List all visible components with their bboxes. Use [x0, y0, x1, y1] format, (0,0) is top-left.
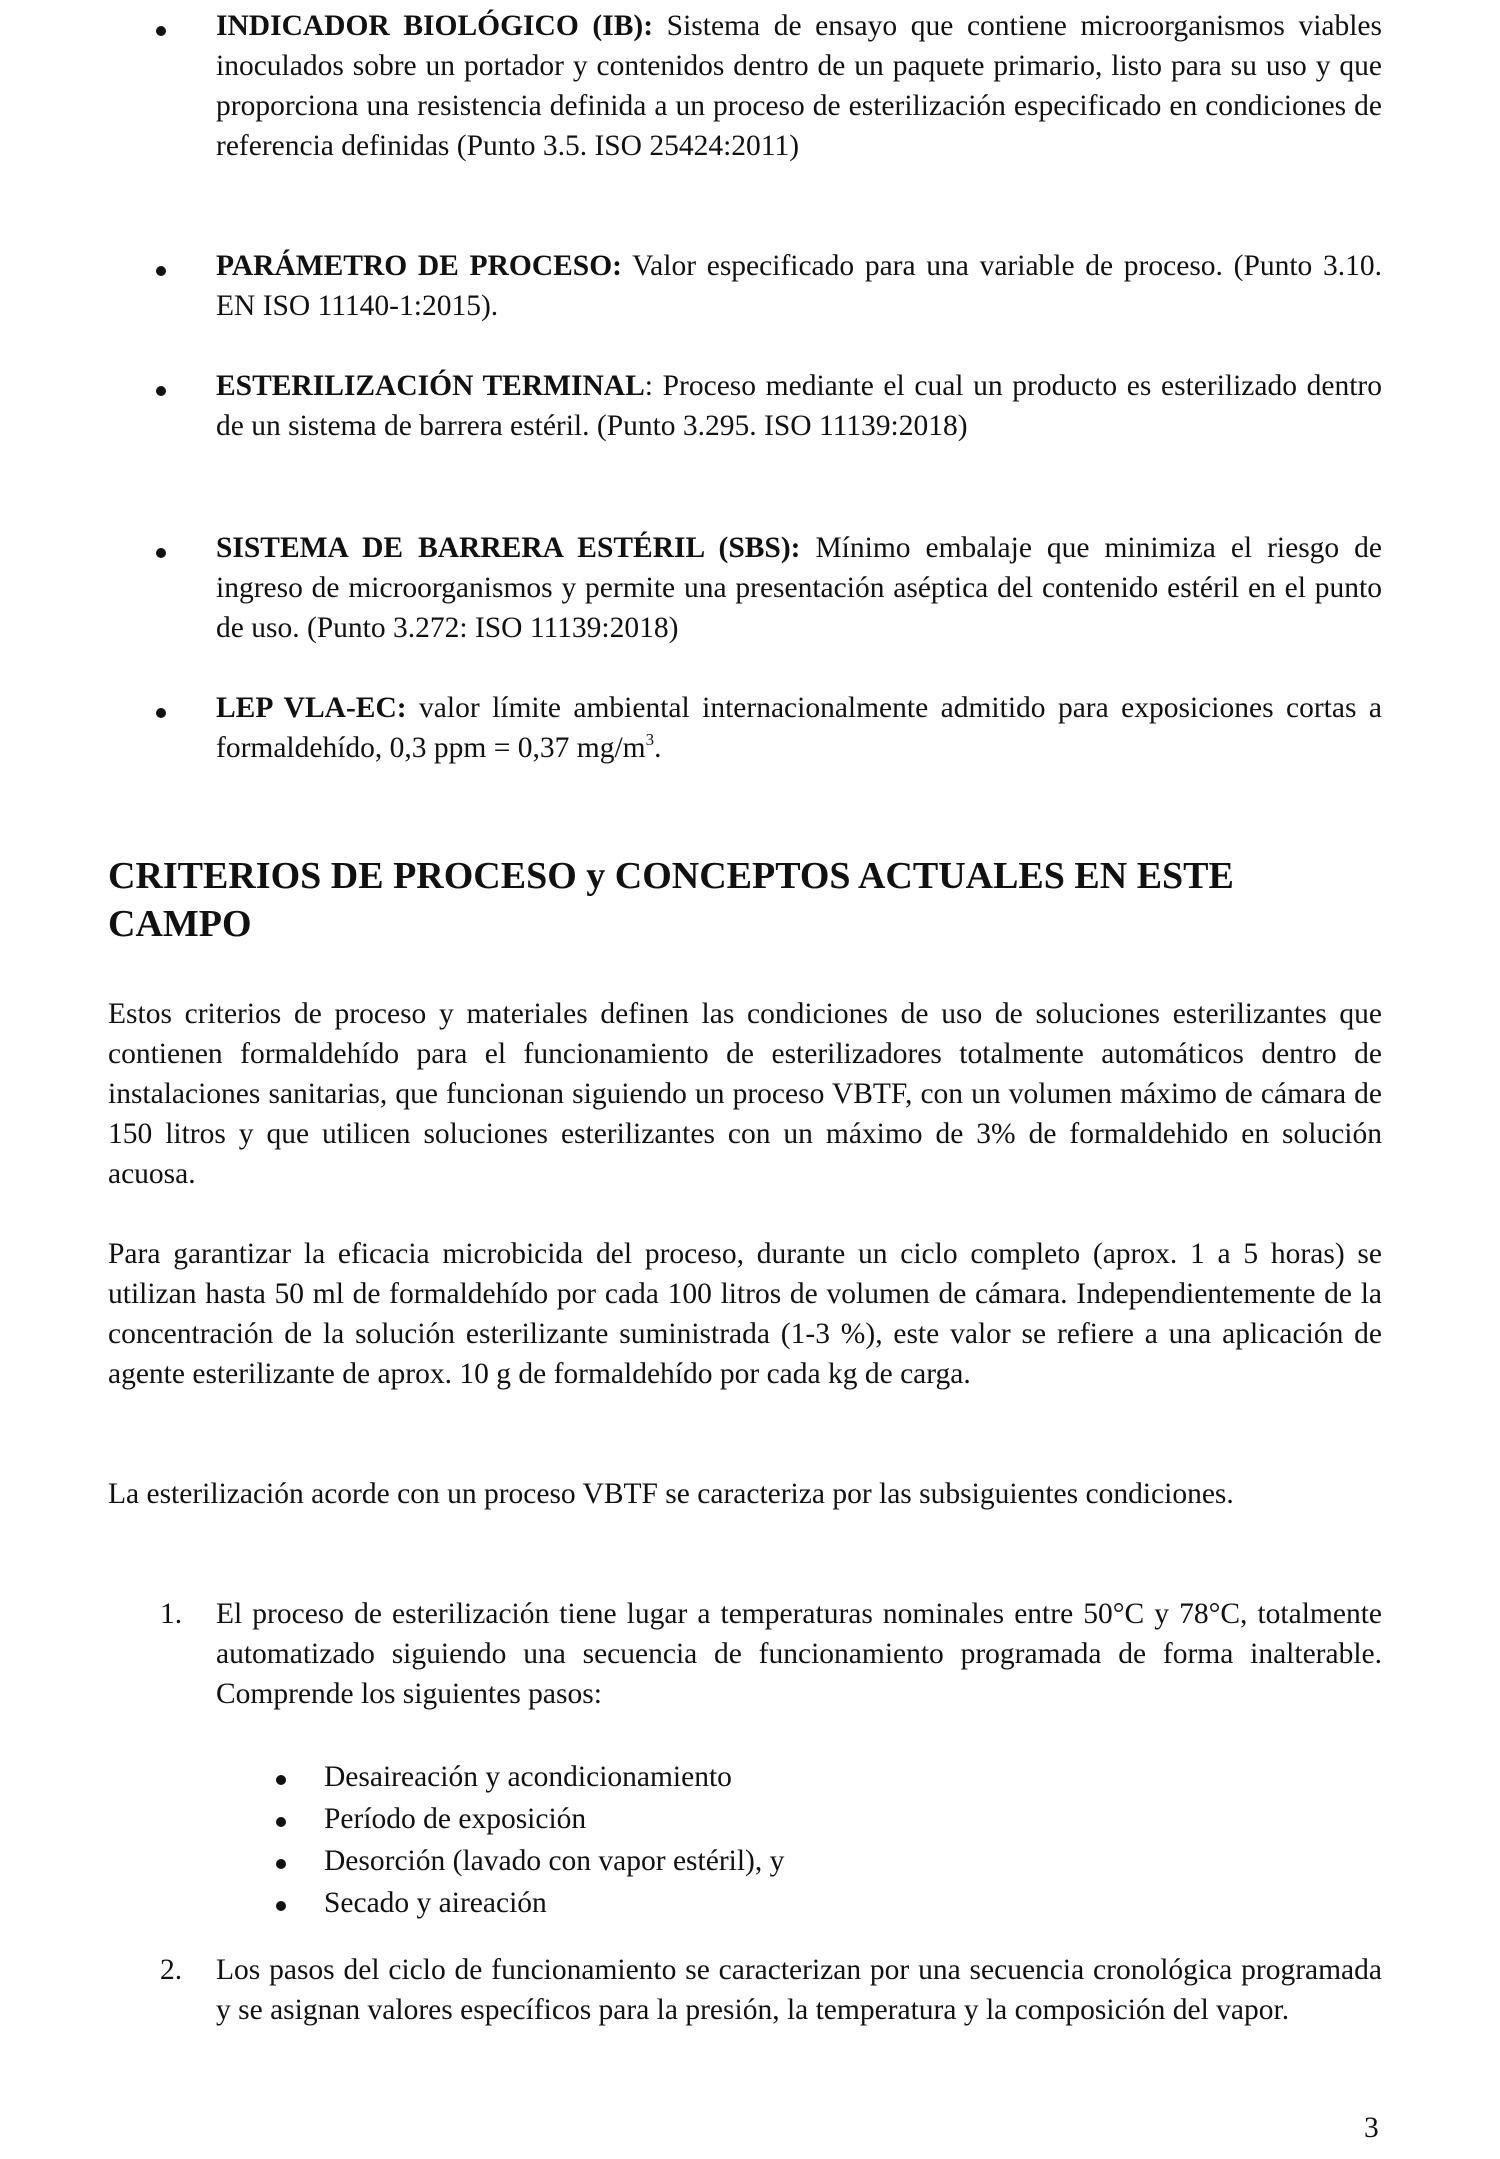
- paragraph: Para garantizar la eficacia microbicida del proceso, durante un ciclo completo (aprox. 1 a 5 horas) se utilizan hasta 50 ml de formaldehído por cada 100 litros de volumen de cámara. Independientemente de la concentración de la solución esterilizante suministrada (1-3 %), este valor se refiere a una aplicación de agente esterilizante de aprox. 10 g de formaldehído por cada kg de carga.: [108, 1238, 1382, 1390]
- bullet-icon: [156, 708, 166, 718]
- list-item-text: Período de exposición: [324, 1803, 587, 1835]
- definition-text: [216, 6, 1382, 166]
- definition-body: Valor especificado para una variable de proceso. (Punto 3.10. EN ISO 11140-1:2015).: [216, 250, 1382, 322]
- bullet-icon: [276, 1901, 286, 1911]
- numbered-text: Los pasos del ciclo de funcionamiento se caracterizan por una secuencia cronológica programada y se asignan valores específicos para la presión, la temperatura y la composición del vapor.: [216, 1954, 1382, 2026]
- list-item: [0, 1756, 1500, 1798]
- definition-text: [216, 528, 1382, 648]
- bullet-icon: [156, 386, 166, 396]
- definition-body: valor límite ambiental internacionalmente admitido para exposiciones cortas a formaldehído, 0,3 ppm = 0,37 mg/m: [216, 692, 1382, 764]
- bullet-icon: [156, 266, 166, 276]
- numbered-text: El proceso de esterilización tiene lugar a temperaturas nominales entre 50°C y 78°C, totalmente automatizado siguiendo una secuencia de funcionamiento programada de forma inalterable. Comprende los siguientes pasos:: [216, 1598, 1382, 1710]
- numbered-label: 2.: [160, 1954, 183, 1986]
- page-number: 3: [1364, 2112, 1379, 2144]
- bullet-icon: [156, 26, 166, 36]
- paragraph: La esterilización acorde con un proceso VBTF se caracteriza por las subsiguientes condiciones.: [108, 1478, 1234, 1510]
- list-item: [0, 1798, 1500, 1840]
- definition-body: Sistema de ensayo que contiene microorganismos viables inoculados sobre un portador y contenidos dentro de un paquete primario, listo para su uso y que proporciona una resistencia definida a un proceso de esterilización especificado en condiciones de referencia definidas (Punto 3.5. ISO 25424:2011): [216, 10, 1382, 162]
- list-item: [0, 1840, 1500, 1882]
- bullet-icon: [156, 548, 166, 558]
- definition-tail: .: [654, 732, 662, 764]
- definition-term: ESTERILIZACIÓN TERMINAL: [216, 370, 645, 402]
- bullet-icon: [276, 1775, 286, 1785]
- definition-text: [216, 688, 1382, 768]
- bullet-icon: [276, 1859, 286, 1869]
- paragraph: Estos criterios de proceso y materiales definen las condiciones de uso de soluciones esterilizantes que contienen formaldehído para el funcionamiento de esterilizadores totalmente automáticos dentro de instalaciones sanitarias, que funcionan siguiendo un proceso VBTF, con un volumen máximo de cámara de 150 litros y que utilicen soluciones esterilizantes con un máximo de 3% de formaldehido en solución acuosa.: [108, 998, 1382, 1190]
- definition-term: LEP VLA-EC:: [216, 692, 407, 724]
- section-heading: CRITERIOS DE PROCESO y CONCEPTOS ACTUALES EN ESTE CAMPO: [108, 855, 1234, 945]
- definition-text: [216, 366, 1382, 446]
- superscript: 3: [645, 730, 655, 749]
- definition-term: SISTEMA DE BARRERA ESTÉRIL (SBS):: [216, 532, 801, 564]
- numbered-label: 1.: [160, 1598, 183, 1630]
- definition-term: INDICADOR BIOLÓGICO (IB):: [216, 10, 654, 42]
- definition-text: [216, 246, 1382, 326]
- list-item-text: Desorción (lavado con vapor estéril), y: [324, 1845, 785, 1877]
- list-item-text: Desaireación y acondicionamiento: [324, 1761, 732, 1793]
- definition-term: PARÁMETRO DE PROCESO:: [216, 250, 622, 282]
- list-item: [0, 1882, 1500, 1924]
- bullet-icon: [276, 1817, 286, 1827]
- definition-body: Mínimo embalaje que minimiza el riesgo de ingreso de microorganismos y permite una presentación aséptica del contenido estéril en el punto de uso. (Punto 3.272: ISO 11139:2018): [216, 532, 1382, 644]
- definition-body: : Proceso mediante el cual un producto es esterilizado dentro de un sistema de barrera estéril. (Punto 3.295. ISO 11139:2018): [216, 370, 1383, 442]
- list-item-text: Secado y aireación: [324, 1887, 547, 1919]
